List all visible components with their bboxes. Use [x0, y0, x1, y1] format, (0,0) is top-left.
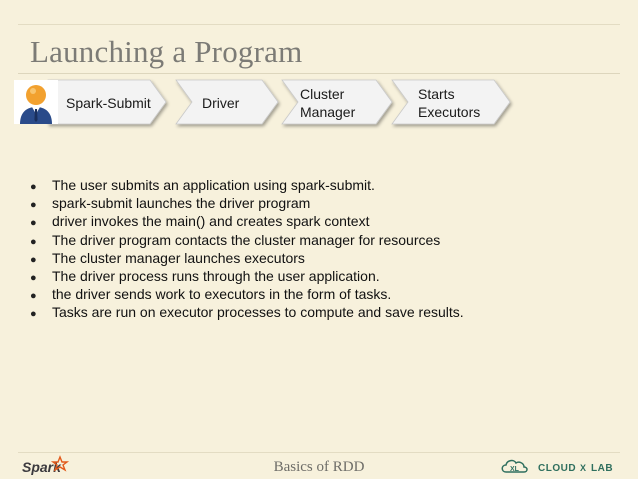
- bullet-item: ● The driver program contacts the cluster manager for resources: [30, 231, 464, 249]
- bullet-list: [30, 176, 464, 322]
- flow-step-label-cluster: Cluster: [300, 86, 345, 102]
- page-title: Launching a Program: [30, 34, 303, 69]
- bullet-dot-icon: ●: [30, 253, 37, 266]
- svg-text:LAB: LAB: [591, 463, 614, 474]
- user-avatar-icon: [14, 80, 58, 124]
- bullet-dot-icon: ●: [30, 181, 37, 193]
- svg-text:CLOUD: CLOUD: [538, 463, 577, 474]
- flow-step-label-driver: Driver: [202, 95, 240, 111]
- flow-step-label-spark-submit: Spark-Submit: [66, 95, 151, 111]
- bullet-dot-icon: ●: [30, 271, 37, 284]
- bullet-item: ● The cluster manager launches executors: [30, 249, 464, 267]
- bullet-item: ● driver invokes the main() and creates spark context: [30, 212, 464, 230]
- footer-title: Basics of RDD: [273, 459, 365, 475]
- bullet-dot-icon: ●: [30, 235, 37, 248]
- cloudxlab-logo: [500, 456, 620, 478]
- bullet-dot-icon: ●: [30, 199, 37, 212]
- bullet-dot-icon: ●: [30, 308, 37, 321]
- bullet-dot-icon: ●: [30, 290, 37, 303]
- bullet-item: ● Tasks are run on executor processes to compute and save results.: [30, 303, 464, 321]
- svg-text:X: X: [580, 463, 587, 473]
- svg-text:Spark: Spark: [22, 459, 61, 475]
- bullet-item: ● The driver process runs through the user application.: [30, 267, 464, 285]
- bullet-item: ● spark-submit launches the driver program: [30, 194, 464, 212]
- svg-text:XL: XL: [510, 466, 519, 473]
- footer-divider: [18, 452, 620, 453]
- bullet-dot-icon: ●: [30, 217, 37, 230]
- flow-step-label-executors: Executors: [418, 104, 481, 120]
- flow-step-label-manager: Manager: [300, 104, 356, 120]
- bullet-item: ● the driver sends work to executors in the form of tasks.: [30, 285, 464, 303]
- bullet-item: ● The user submits an application using spark-submit.: [30, 176, 464, 194]
- flow-step-label-starts: Starts: [418, 86, 455, 102]
